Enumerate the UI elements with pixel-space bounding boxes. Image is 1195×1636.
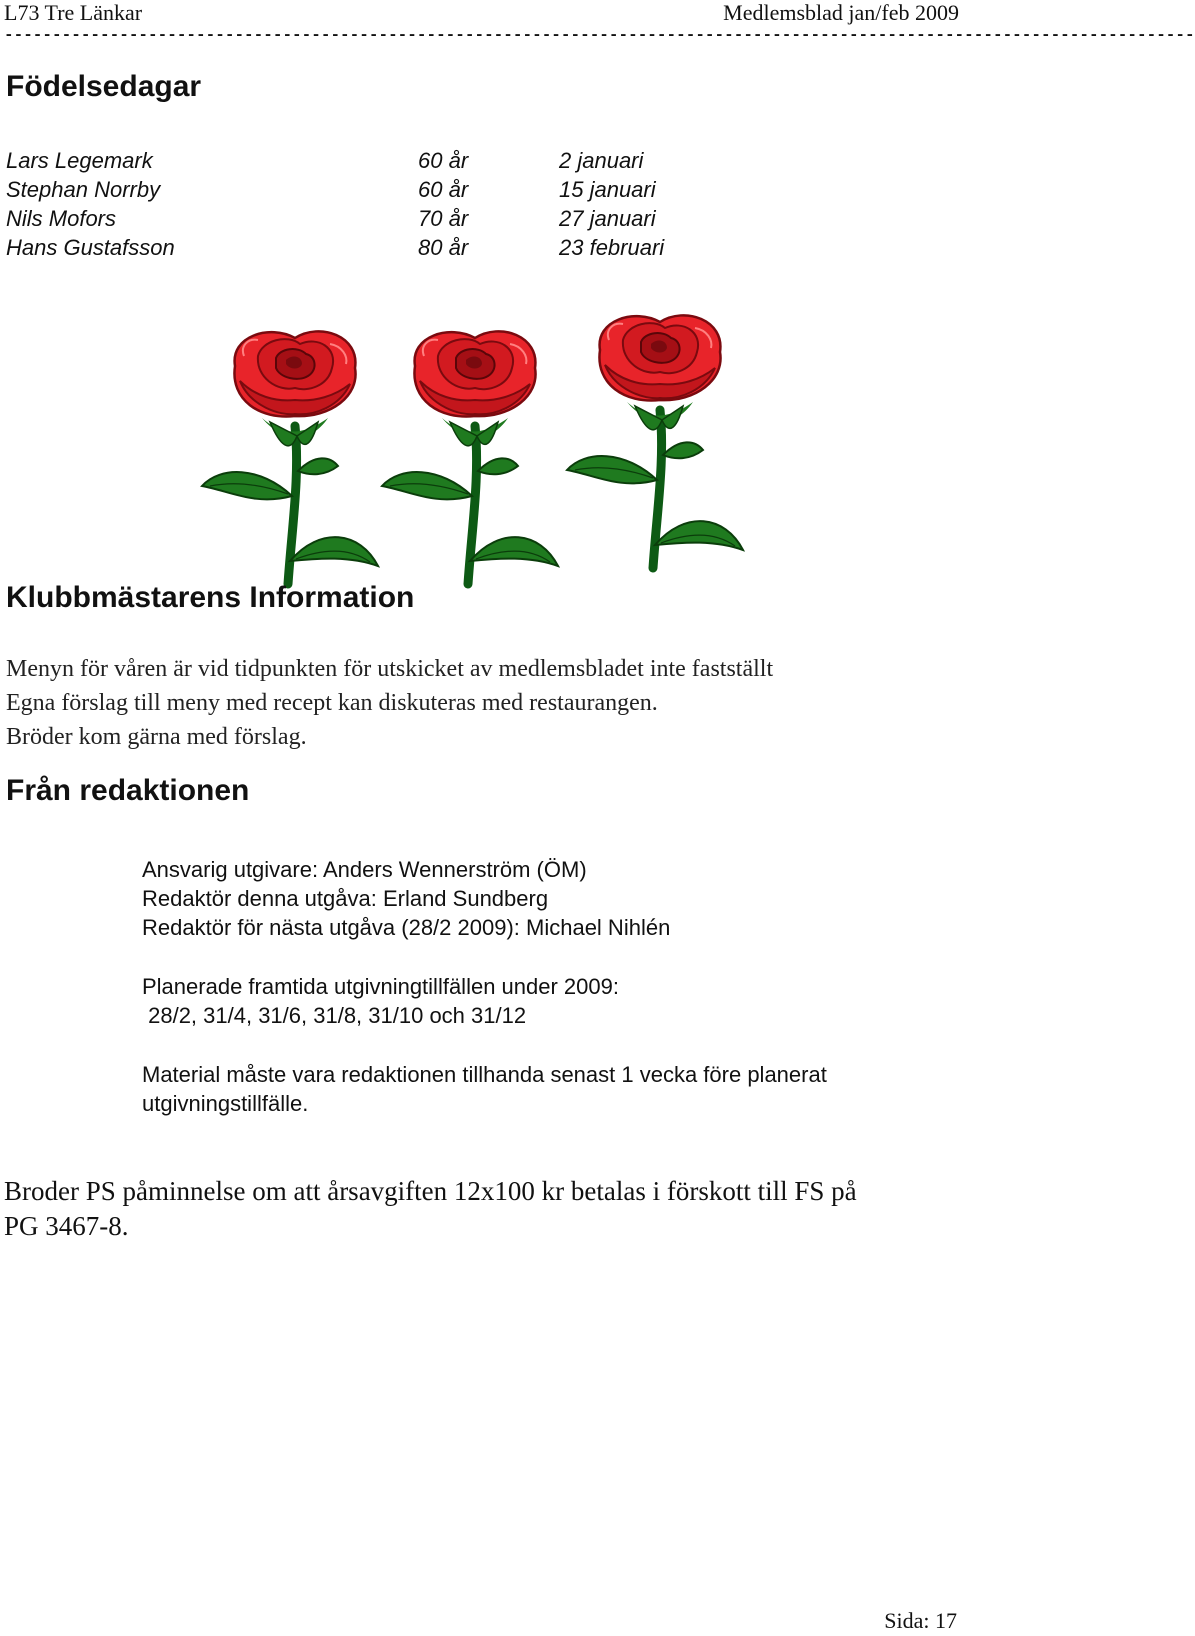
page-number: Sida: 17 xyxy=(884,1608,957,1633)
birthday-age: 60 år xyxy=(418,177,469,202)
club-master-text xyxy=(6,652,773,754)
editorial-editor-next: Redaktör för nästa utgåva (28/2 2009): Michael Nihlén xyxy=(142,915,671,940)
club-master-line: Bröder kom gärna med förslag. xyxy=(6,724,307,750)
birthday-name: Lars Legemark xyxy=(6,148,153,173)
editorial-deadline-line: utgivningstillfälle. xyxy=(142,1091,309,1116)
birthday-row xyxy=(6,175,906,204)
editorial-text xyxy=(142,855,942,1118)
roses-illustration xyxy=(190,312,770,584)
header-club-name: L73 Tre Länkar xyxy=(4,0,143,25)
editorial-heading: Från redaktionen xyxy=(6,774,250,807)
club-master-line: Egna förslag till meny med recept kan diskuteras med restaurangen. xyxy=(6,690,658,716)
birthday-list xyxy=(6,146,906,262)
birthday-date: 15 januari xyxy=(559,177,656,202)
birthday-row xyxy=(6,204,906,233)
header-divider: ---------------------------------------------------------------------------------------------------------------------------- xyxy=(4,26,1195,44)
birthday-name: Nils Mofors xyxy=(6,206,117,231)
birthday-date: 2 januari xyxy=(559,148,644,173)
birthday-age: 80 år xyxy=(418,235,469,260)
header-issue: Medlemsblad jan/feb 2009 xyxy=(723,0,959,25)
ps-reminder xyxy=(4,1174,954,1244)
editorial-editor-current: Redaktör denna utgåva: Erland Sundberg xyxy=(142,886,549,911)
club-master-heading: Klubbmästarens Information xyxy=(6,581,415,614)
birthday-date: 27 januari xyxy=(559,206,656,231)
ps-line: PG 3467-8. xyxy=(4,1211,129,1241)
editorial-planned-dates: 28/2, 31/4, 31/6, 31/8, 31/10 och 31/12 xyxy=(142,1003,527,1028)
rose-icon xyxy=(382,331,558,584)
rose-icon xyxy=(567,315,743,568)
birthday-age: 60 år xyxy=(418,148,469,173)
birthday-name: Stephan Norrby xyxy=(6,177,161,202)
birthday-age: 70 år xyxy=(418,206,469,231)
editorial-deadline-line: Material måste vara redaktionen tillhanda senast 1 vecka före planerat xyxy=(142,1062,827,1087)
ps-line: Broder PS påminnelse om att årsavgiften 12x100 kr betalas i förskott till FS på xyxy=(4,1176,857,1206)
rose-icon xyxy=(202,331,378,584)
birthday-date: 23 februari xyxy=(559,235,665,260)
birthday-name: Hans Gustafsson xyxy=(6,235,175,260)
editorial-planned-title: Planerade framtida utgivningtillfällen under 2009: xyxy=(142,974,619,999)
birthday-row xyxy=(6,233,906,262)
birthday-row xyxy=(6,146,906,175)
club-master-line: Menyn för våren är vid tidpunkten för utskicket av medlemsbladet inte fastställt xyxy=(6,656,774,682)
birthdays-heading: Födelsedagar xyxy=(6,70,202,103)
editorial-publisher: Ansvarig utgivare: Anders Wennerström (ÖM) xyxy=(142,857,587,882)
